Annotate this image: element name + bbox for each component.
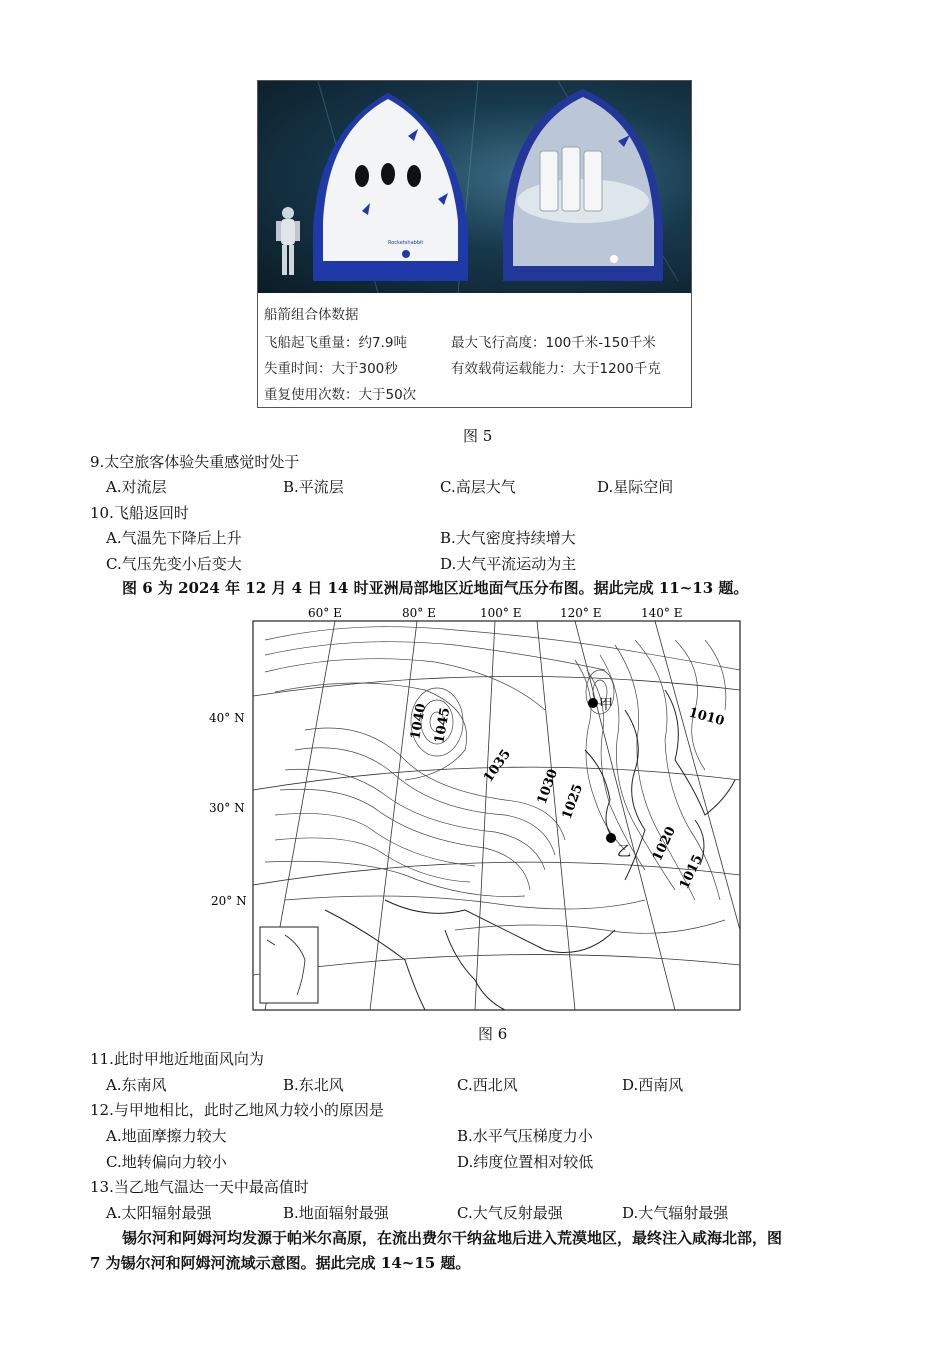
table-cell-weightless-time: 失重时间：大于300秒 [264, 361, 398, 377]
q11-option-d[interactable]: D.西南风 [622, 1076, 684, 1094]
q13-option-b[interactable]: B.地面辐射最强 [283, 1204, 389, 1222]
q10-option-d[interactable]: D.大气平流运动为主 [440, 555, 577, 573]
q13-option-d[interactable]: D.大气辐射最强 [622, 1204, 729, 1222]
isobar-label-1010: 1010 [686, 705, 726, 730]
question-13-stem: 13.当乙地气温达一天中最高值时 [90, 1178, 309, 1196]
lon-label-80e: 80° E [402, 606, 436, 620]
lat-label-40n: 40° N [209, 711, 245, 725]
q11-option-b[interactable]: B.东北风 [283, 1076, 344, 1094]
table-cell-payload: 有效载荷运载能力：大于1200千克 [451, 361, 661, 377]
figure-5-caption: 图 5 [463, 427, 493, 445]
q9-option-c[interactable]: C.高层大气 [440, 478, 516, 496]
capsule-right-cutaway [503, 89, 663, 281]
pressure-map-svg [205, 600, 750, 1015]
q13-option-c[interactable]: C.大气反射最强 [457, 1204, 563, 1222]
isobar-label-1040: 1040 [408, 702, 430, 741]
spacecraft-photo [258, 81, 691, 293]
capsule-brand-text: Rocketshabbit [388, 240, 424, 246]
figure-6-caption: 图 6 [478, 1025, 508, 1043]
lon-label-140e: 140° E [641, 606, 683, 620]
lat-label-20n: 20° N [211, 894, 247, 908]
spacecraft-illustration [258, 81, 691, 293]
isobar-label-1015: 1015 [677, 852, 706, 892]
figure-6-pressure-map [205, 600, 750, 1015]
q10-option-b[interactable]: B.大气密度持续增大 [440, 529, 576, 547]
figure-6-intro: 图 6 为 2024 年 12 月 4 日 14 时亚洲局部地区近地面气压分布图。据此完成 11~13 题。 [122, 579, 749, 597]
point-b-label: 乙 [617, 844, 631, 860]
q12-option-d[interactable]: D.纬度位置相对较低 [457, 1153, 594, 1171]
question-10-stem: 10.飞船返回时 [90, 504, 189, 522]
lat-label-30n: 30° N [209, 801, 245, 815]
point-a-label: 甲 [599, 697, 613, 713]
point-a-marker [588, 698, 598, 708]
q12-option-a[interactable]: A.地面摩擦力较大 [106, 1127, 227, 1145]
q12-option-c[interactable]: C.地转偏向力较小 [106, 1153, 227, 1171]
q9-option-a[interactable]: A.对流层 [106, 478, 167, 496]
q9-option-b[interactable]: B.平流层 [283, 478, 344, 496]
isobar-label-1035: 1035 [480, 747, 515, 786]
q13-option-a[interactable]: A.太阳辐射最强 [106, 1204, 212, 1222]
question-9-stem: 9.太空旅客体验失重感觉时处于 [90, 453, 300, 471]
isobar-label-1030: 1030 [534, 767, 562, 807]
astronaut-figure [276, 207, 300, 275]
isobar-label-1020: 1020 [650, 824, 679, 864]
lon-label-120e: 120° E [560, 606, 602, 620]
map-frame [253, 621, 740, 1010]
q12-option-b[interactable]: B.水平气压梯度力小 [457, 1127, 593, 1145]
table-cell-max-altitude: 最大飞行高度：100千米-150千米 [451, 335, 656, 351]
q10-option-c[interactable]: C.气压先变小后变大 [106, 555, 242, 573]
capsule-left [313, 93, 468, 281]
figure-7-intro-line2: 7 为锡尔河和阿姆河流域示意图。据此完成 14~15 题。 [90, 1254, 471, 1272]
question-12-stem: 12.与甲地相比，此时乙地风力较小的原因是 [90, 1101, 384, 1119]
question-11-stem: 11.此时甲地近地面风向为 [90, 1050, 264, 1068]
point-b-marker [606, 833, 616, 843]
table-cell-takeoff-weight: 飞船起飞重量：约7.9吨 [264, 335, 407, 351]
figure-7-intro-line1: 锡尔河和阿姆河均发源于帕米尔高原，在流出费尔干纳盆地后进入荒漠地区，最终注入咸海北部，图 [122, 1229, 783, 1247]
figure-5 [257, 80, 692, 408]
q11-option-c[interactable]: C.西北风 [457, 1076, 518, 1094]
table-cell-reuse-count: 重复使用次数：大于50次 [264, 387, 417, 403]
table-title: 船箭组合体数据 [264, 307, 359, 323]
isobar-label-1025: 1025 [559, 782, 587, 822]
lon-label-60e: 60° E [308, 606, 342, 620]
isobar-label-1045: 1045 [432, 706, 454, 745]
q9-option-d[interactable]: D.星际空间 [597, 478, 674, 496]
q10-option-a[interactable]: A.气温先下降后上升 [106, 529, 242, 547]
lon-label-100e: 100° E [480, 606, 522, 620]
q11-option-a[interactable]: A.东南风 [106, 1076, 167, 1094]
